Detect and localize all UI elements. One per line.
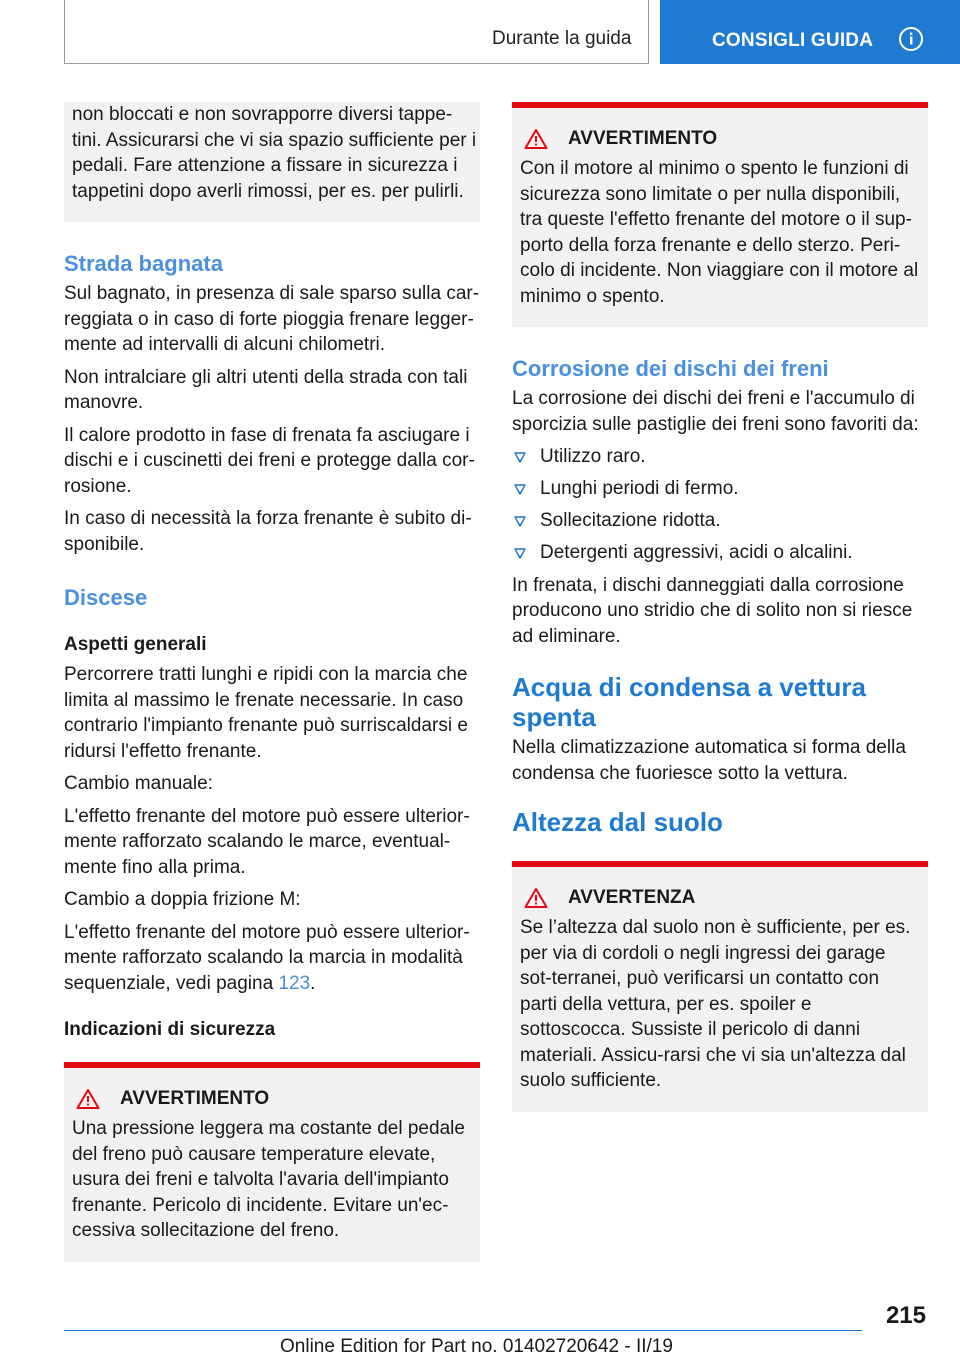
list-item (512, 444, 928, 470)
warning-box-clearance (512, 861, 928, 1112)
corrosion-paragraph-2: In frenata, i dischi danneggiati dalla corrosione producono uno stridio che di solito non si riesce ad eliminare. (512, 574, 913, 647)
left-column (64, 102, 480, 1262)
warning-title-row (520, 887, 920, 909)
triangle-bullet-icon (514, 516, 526, 527)
list-item (512, 476, 928, 502)
warning-triangle-icon (524, 887, 548, 909)
warning-box-brake (64, 1062, 480, 1262)
corrosion-list (512, 444, 928, 566)
page-link-123[interactable]: 123 (278, 972, 311, 994)
header-title: CONSIGLI GUIDA (712, 30, 874, 51)
wet-paragraph-1: Sul bagnato, in presenza di sale sparso sulla car-reggiata o in caso di forte pioggia frenare legger-mente ad intervalli di alcuni chilometri. (64, 283, 480, 355)
triangle-bullet-icon (514, 548, 526, 559)
header-tab[interactable] (660, 0, 960, 64)
wet-paragraph-4: In caso di necessità la forza frenante è subito di-sponibile. (64, 508, 472, 555)
warning-box-engine (512, 102, 928, 327)
triangle-bullet-icon (514, 484, 526, 495)
list-item (512, 508, 928, 534)
wet-paragraph-3: Il calore prodotto in fase di frenata fa asciugare i dischi e i cuscinetti dei freni e protegge dalla cor-rosione. (64, 424, 475, 497)
heading-condensate: Acqua di condensa a vettura spenta (512, 672, 866, 732)
wet-paragraph-2: Non intralciare gli altri utenti della strada con tali manovre. (64, 366, 468, 413)
warning-title: AVVERTENZA (568, 887, 696, 908)
general-paragraph-5-text: L'effetto frenante del motore può essere ulterior-mente rafforzato scalando la marcia in modalità sequenziale, vedi pagina (64, 921, 470, 994)
condensate-paragraph: Nella climatizzazione automatica si forma della condensa che fuoriesce sotto la vettura. (512, 737, 906, 784)
list-item-text: Utilizzo raro. (540, 446, 646, 467)
warning-text: Se l’altezza dal suolo non è sufficiente, per es. per via di cordoli o negli ingressi dei garage sot-terranei, può verificarsi un contatto con parti della vettura, per es. spoiler e sottoscocca. Sussiste il pericolo di danni materiali. Assicu-rarsi che vi sia un'altezza dal suolo sufficiente. (520, 917, 911, 1091)
page-number: 215 (885, 1302, 926, 1329)
warning-triangle-icon (524, 128, 548, 150)
general-paragraph-3: L'effetto frenante del motore può essere ulterior-mente rafforzato scalando le marce, eventual-mente fino alla prima. (64, 805, 470, 878)
triangle-bullet-icon (514, 452, 526, 463)
general-paragraph-2: Cambio manuale: (64, 773, 213, 794)
heading-safety: Indicazioni di sicurezza (64, 1019, 276, 1040)
general-paragraph-1: Percorrere tratti lunghi e ripidi con la marcia che limita al massimo le frenate necessarie. In caso contrario l'impianto frenante può surriscaldarsi e ridursi l'effetto frenante. (64, 664, 468, 762)
intro-note-text: non bloccati e non sovrapporre diversi tappe-tini. Assicurarsi che vi sia spazio sufficiente per i pedali. Fare attenzione a fissare in sicurezza i tappetini dopo averli rimossi, per es. per pulirli. (72, 104, 477, 202)
header-section-label[interactable]: Durante la guida (492, 28, 632, 49)
warning-title: AVVERTIMENTO (568, 128, 718, 149)
heading-descents: Discese (64, 585, 148, 610)
warning-text: Con il motore al minimo o spento le funzioni di sicurezza sono limitate o per nulla disponibili, tra queste l'effetto frenante del motore o il sup-porto della forza frenante e dello sterzo. Peri-colo di incidente. Non viaggiare con il motore al minimo o spento. (520, 158, 919, 307)
list-item-text: Detergenti aggressivi, acidi o alcalini. (540, 542, 853, 563)
list-item-text: Sollecitazione ridotta. (540, 510, 721, 531)
warning-title: AVVERTIMENTO (120, 1088, 270, 1109)
heading-ground-clearance: Altezza dal suolo (512, 807, 723, 837)
heading-corrosion: Corrosione dei dischi dei freni (512, 356, 829, 381)
right-column (512, 102, 928, 1112)
warning-text: Una pressione leggera ma costante del pedale del freno può causare temperature elevate, usura dei freni e talvolta l'avaria dell'impianto frenante. Pericolo di incidente. Evitare un'ec-cessiva sollecitazione del freno. (72, 1118, 465, 1241)
heading-general: Aspetti generali (64, 634, 207, 655)
list-item-text: Lunghi periodi di fermo. (540, 478, 739, 499)
footer-divider (64, 1330, 862, 1331)
list-item (512, 540, 928, 566)
warning-title-row (72, 1088, 472, 1110)
corrosion-paragraph-1: La corrosione dei dischi dei freni e l'accumulo di sporcizia sulle pastiglie dei freni sono favoriti da: (512, 388, 919, 435)
general-paragraph-4: Cambio a doppia frizione M: (64, 889, 301, 910)
heading-wet-road: Strada bagnata (64, 251, 223, 276)
warning-triangle-icon (76, 1088, 100, 1110)
footer-edition: Online Edition for Part no. 01402720642 - II/19 (280, 1336, 673, 1357)
general-paragraph-5-end: . (310, 972, 316, 994)
info-icon[interactable] (899, 27, 923, 51)
general-paragraph-5 (64, 920, 480, 997)
warning-title-row (520, 128, 920, 150)
intro-note-box (64, 102, 480, 222)
